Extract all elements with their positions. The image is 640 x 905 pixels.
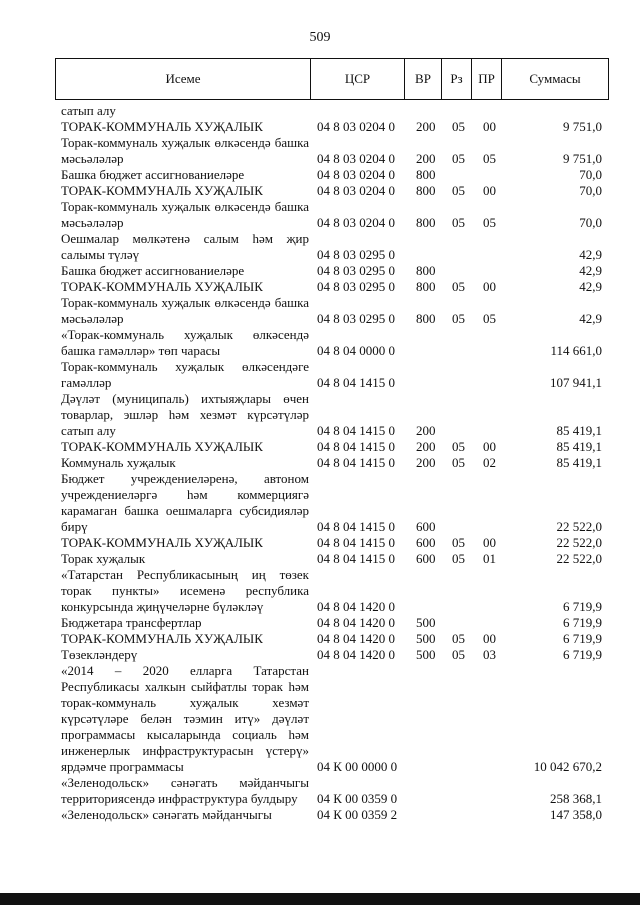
row-name: ТОРАК-КОММУНАЛЬ ХУҖАЛЫК	[61, 631, 263, 646]
row-name: Бюджетара трансфертлар	[61, 615, 202, 630]
row-vr: 500	[416, 631, 436, 646]
table-row	[55, 359, 608, 391]
row-name: Оешмалар мөлкәтенә салым һәм җир салымы түләү	[61, 231, 309, 262]
row-sum: 42,9	[579, 263, 602, 278]
row-sum: 42,9	[579, 279, 602, 294]
row-sum: 9 751,0	[563, 151, 602, 166]
row-name: сатып алу	[61, 103, 116, 118]
row-sum: 85 419,1	[556, 423, 602, 438]
row-name: Торак-коммуналь хуҗалык өлкәсендәге гамәлләр	[61, 359, 309, 390]
table-row	[55, 439, 608, 455]
table-row	[55, 231, 608, 263]
row-pr: 02	[483, 455, 496, 470]
column-header-vr: ВР	[405, 59, 442, 100]
row-name: Төзекләндерү	[61, 647, 138, 662]
row-sum: 114 661,0	[550, 343, 602, 358]
row-rz: 05	[452, 279, 465, 294]
row-csr: 04 8 04 1415 0	[317, 375, 395, 390]
row-sum: 85 419,1	[556, 439, 602, 454]
row-sum: 107 941,1	[550, 375, 602, 390]
table-row	[55, 103, 608, 119]
row-rz: 05	[452, 311, 465, 326]
row-csr: 04 8 04 1420 0	[317, 631, 395, 646]
row-name: ТОРАК-КОММУНАЛЬ ХУҖАЛЫК	[61, 439, 263, 454]
row-sum: 9 751,0	[563, 119, 602, 134]
row-name: Торак-коммуналь хуҗалык өлкәсендә башка мәсьәләләр	[61, 135, 309, 166]
table-row	[55, 807, 608, 823]
row-sum: 22 522,0	[556, 535, 602, 550]
row-sum: 22 522,0	[556, 519, 602, 534]
row-sum: 6 719,9	[563, 599, 602, 614]
row-rz: 05	[452, 151, 465, 166]
table-row	[55, 391, 608, 439]
row-csr: 04 8 04 1415 0	[317, 439, 395, 454]
row-pr: 00	[483, 535, 496, 550]
row-vr: 600	[416, 551, 436, 566]
column-header-pr: ПР	[472, 59, 502, 100]
table-row	[55, 135, 608, 167]
row-name: Башка бюджет ассигнованиеләре	[61, 167, 245, 182]
row-vr: 200	[416, 151, 436, 166]
row-name: «Зеленодольск» сәнәгать мәйданчыгы территориясендә инфраструктура булдыру	[61, 775, 309, 806]
scan-edge	[0, 893, 640, 905]
row-sum: 6 719,9	[563, 647, 602, 662]
row-sum: 6 719,9	[563, 631, 602, 646]
table-row	[55, 775, 608, 807]
row-csr: 04 8 04 1415 0	[317, 535, 395, 550]
row-vr: 800	[416, 279, 436, 294]
row-vr: 800	[416, 263, 436, 278]
row-csr: 04 8 04 1415 0	[317, 519, 395, 534]
row-csr: 04 8 04 1415 0	[317, 551, 395, 566]
row-csr: 04 8 03 0204 0	[317, 167, 395, 182]
row-csr: 04 8 04 0000 0	[317, 343, 395, 358]
row-vr: 800	[416, 311, 436, 326]
row-name: Бюджет учреждениеләренә, автоном учреждениеләргә һәм коммерциягә карамаган башка оешмаларга субсидияләр бирү	[61, 471, 309, 534]
row-pr: 03	[483, 647, 496, 662]
row-vr: 200	[416, 423, 436, 438]
row-sum: 70,0	[579, 167, 602, 182]
row-vr: 200	[416, 439, 436, 454]
table-row	[55, 295, 608, 327]
row-csr: 04 8 03 0295 0	[317, 247, 395, 262]
row-csr: 04 8 04 1420 0	[317, 647, 395, 662]
row-rz: 05	[452, 183, 465, 198]
row-vr: 600	[416, 535, 436, 550]
row-csr: 04 8 03 0295 0	[317, 311, 395, 326]
row-vr: 200	[416, 119, 436, 134]
row-pr: 05	[483, 311, 496, 326]
table-body	[55, 103, 608, 823]
row-sum: 70,0	[579, 215, 602, 230]
row-name: ТОРАК-КОММУНАЛЬ ХУҖАЛЫК	[61, 119, 263, 134]
table-row	[55, 471, 608, 535]
column-header-name: Исеме	[56, 59, 311, 100]
row-name: Торак хуҗалык	[61, 551, 146, 566]
row-name: Коммуналь хуҗалык	[61, 455, 176, 470]
row-vr: 800	[416, 183, 436, 198]
table-row	[55, 663, 608, 775]
table-row	[55, 327, 608, 359]
row-pr: 00	[483, 279, 496, 294]
row-name: «Татарстан Республикасының иң төзек торак пункты» исеменә республика конкурсында җиңүчеләрне бүләкләү	[61, 567, 309, 614]
row-name: «2014 – 2020 елларга Татарстан Республикасы халкын сыйфатлы торак һәм торак-коммуналь хуҗалык хезмәт күрсәтүләре белән тәэмин итү» дәүләт программасы кысаларында социаль һәм инженерлык инфраструктурасын үстерү» ярдәмче программасы	[61, 663, 309, 774]
column-header-rz: Рз	[442, 59, 472, 100]
row-pr: 00	[483, 183, 496, 198]
row-vr: 800	[416, 167, 436, 182]
row-rz: 05	[452, 215, 465, 230]
row-name: Торак-коммуналь хуҗалык өлкәсендә башка мәсьәләләр	[61, 295, 309, 326]
row-csr: 04 8 04 1415 0	[317, 455, 395, 470]
table-row	[55, 535, 608, 551]
row-csr: 04 К 00 0359 2	[317, 807, 398, 822]
row-pr: 05	[483, 215, 496, 230]
row-csr: 04 8 04 1420 0	[317, 599, 395, 614]
row-name: Дәүләт (муниципаль) ихтыяҗлары өчен товарлар, эшләр һәм хезмәт күрсәтүләр сатып алу	[61, 391, 309, 438]
row-rz: 05	[452, 631, 465, 646]
row-sum: 42,9	[579, 247, 602, 262]
row-sum: 6 719,9	[563, 615, 602, 630]
row-rz: 05	[452, 535, 465, 550]
row-sum: 42,9	[579, 311, 602, 326]
row-vr: 800	[416, 215, 436, 230]
row-csr: 04 8 03 0295 0	[317, 279, 395, 294]
table-row	[55, 263, 608, 279]
row-pr: 01	[483, 551, 496, 566]
table-row	[55, 199, 608, 231]
table-row	[55, 647, 608, 663]
row-csr: 04 8 04 1420 0	[317, 615, 395, 630]
row-vr: 500	[416, 615, 436, 630]
row-rz: 05	[452, 455, 465, 470]
table-row	[55, 279, 608, 295]
row-name: ТОРАК-КОММУНАЛЬ ХУҖАЛЫК	[61, 279, 263, 294]
row-name: Торак-коммуналь хуҗалык өлкәсендә башка мәсьәләләр	[61, 199, 309, 230]
row-sum: 10 042 670,2	[533, 759, 602, 774]
column-header-sum: Суммасы	[502, 59, 609, 100]
row-pr: 05	[483, 151, 496, 166]
row-name: ТОРАК-КОММУНАЛЬ ХУҖАЛЫК	[61, 535, 263, 550]
row-csr: 04 8 03 0204 0	[317, 151, 395, 166]
table-row	[55, 167, 608, 183]
table-row	[55, 551, 608, 567]
row-sum: 147 358,0	[550, 807, 602, 822]
row-sum: 85 419,1	[556, 455, 602, 470]
row-vr: 600	[416, 519, 436, 534]
row-csr: 04 К 00 0359 0	[317, 791, 398, 806]
row-vr: 200	[416, 455, 436, 470]
table-row	[55, 119, 608, 135]
row-name: ТОРАК-КОММУНАЛЬ ХУҖАЛЫК	[61, 183, 263, 198]
table-header	[55, 58, 609, 100]
table-row	[55, 631, 608, 647]
row-pr: 00	[483, 439, 496, 454]
row-pr: 00	[483, 631, 496, 646]
row-name: «Зеленодольск» сәнәгать мәйданчыгы	[61, 807, 272, 822]
row-csr: 04 К 00 0000 0	[317, 759, 398, 774]
row-pr: 00	[483, 119, 496, 134]
row-csr: 04 8 04 1415 0	[317, 423, 395, 438]
row-name: «Торак-коммуналь хуҗалык өлкәсендә башка гамәлләр» төп чарасы	[61, 327, 309, 358]
row-rz: 05	[452, 551, 465, 566]
row-csr: 04 8 03 0204 0	[317, 119, 395, 134]
row-sum: 22 522,0	[556, 551, 602, 566]
table-row	[55, 615, 608, 631]
row-rz: 05	[452, 119, 465, 134]
table-row	[55, 567, 608, 615]
column-header-csr: ЦСР	[311, 59, 405, 100]
table-row	[55, 455, 608, 471]
table-row	[55, 183, 608, 199]
row-csr: 04 8 03 0204 0	[317, 215, 395, 230]
page-number: 509	[309, 30, 331, 45]
row-rz: 05	[452, 439, 465, 454]
row-name: Башка бюджет ассигнованиеләре	[61, 263, 245, 278]
row-rz: 05	[452, 647, 465, 662]
row-csr: 04 8 03 0204 0	[317, 183, 395, 198]
row-csr: 04 8 03 0295 0	[317, 263, 395, 278]
row-sum: 70,0	[579, 183, 602, 198]
row-vr: 500	[416, 647, 436, 662]
row-sum: 258 368,1	[550, 791, 602, 806]
